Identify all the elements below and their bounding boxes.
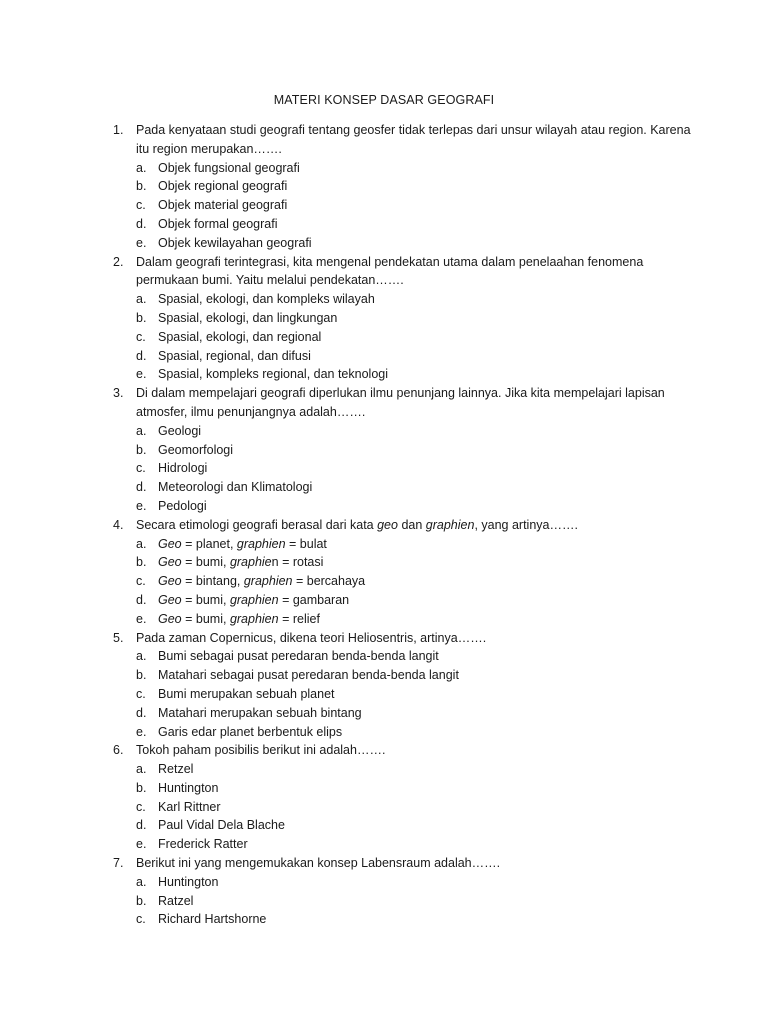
- option-text: Spasial, ekologi, dan regional: [158, 329, 322, 344]
- option-label: d.: [136, 216, 147, 231]
- option-list: [136, 873, 693, 929]
- option-text: Objek regional geografi: [158, 179, 288, 194]
- option-item: [136, 215, 693, 234]
- option-text: = gambaran: [278, 592, 350, 607]
- option-item: [136, 685, 693, 704]
- italic-term: graphien: [229, 611, 279, 626]
- option-item: [136, 910, 693, 929]
- question-1: [113, 121, 693, 253]
- option-item: [136, 328, 693, 347]
- option-text: Geomorfologi: [158, 442, 234, 457]
- option-label: a.: [136, 160, 147, 175]
- option-text: Spasial, kompleks regional, dan teknologi: [158, 367, 388, 382]
- italic-term: graphien: [243, 574, 293, 589]
- option-text: = planet,: [181, 536, 237, 551]
- option-item: [136, 779, 693, 798]
- option-item: [136, 798, 693, 817]
- option-text: Huntington: [158, 780, 219, 795]
- option-label: b.: [136, 442, 147, 457]
- option-label: d.: [136, 348, 147, 363]
- option-text: Geologi: [158, 423, 202, 438]
- italic-term: Geo: [158, 536, 182, 551]
- option-item: [136, 234, 693, 253]
- italic-term: graphie: [229, 555, 272, 570]
- option-label: a.: [136, 874, 147, 889]
- italic-term: Geo: [158, 611, 182, 626]
- option-label: e.: [136, 611, 147, 626]
- option-list: [136, 290, 693, 384]
- question-2: [113, 253, 693, 385]
- option-item: [136, 816, 693, 835]
- option-label: c.: [136, 461, 146, 476]
- option-text: Ratzel: [158, 893, 194, 908]
- option-text: = bercahaya: [292, 574, 366, 589]
- option-label: d.: [136, 480, 147, 495]
- option-label: c.: [136, 912, 146, 927]
- option-item: [136, 441, 693, 460]
- option-text: Spasial, ekologi, dan lingkungan: [158, 310, 338, 325]
- question-text: Berikut ini yang mengemukakan konsep Labensraum adalah…….: [136, 856, 501, 871]
- option-item: [136, 760, 693, 779]
- option-label: c.: [136, 329, 146, 344]
- option-item: [136, 553, 693, 572]
- option-text: Bumi sebagai pusat peredaran benda-benda langit: [158, 649, 439, 664]
- option-text: Richard Hartshorne: [158, 912, 267, 927]
- option-item: [136, 723, 693, 742]
- option-label: d.: [136, 592, 147, 607]
- option-label: c.: [136, 198, 146, 213]
- option-item: [136, 591, 693, 610]
- question-text-part: dan: [397, 517, 426, 532]
- option-list: [136, 647, 693, 741]
- option-text: = bumi,: [181, 611, 230, 626]
- option-label: e.: [136, 724, 147, 739]
- option-text: Matahari merupakan sebuah bintang: [158, 705, 362, 720]
- option-item: [136, 159, 693, 178]
- option-list: [136, 422, 693, 516]
- option-item: [136, 572, 693, 591]
- option-label: a.: [136, 292, 147, 307]
- option-text: Objek fungsional geografi: [158, 160, 300, 175]
- option-label: a.: [136, 762, 147, 777]
- question-text: Dalam geografi terintegrasi, kita mengenal pendekatan utama dalam penelaahan fenomena permukaan bumi. Yaitu melalui pendekatan…….: [136, 254, 644, 288]
- question-text: [136, 516, 693, 535]
- option-item: [136, 647, 693, 666]
- question-text-part: Secara etimologi geografi berasal dari kata: [136, 517, 378, 532]
- question-text: Tokoh paham posibilis berikut ini adalah…….: [136, 743, 386, 758]
- option-item: [136, 422, 693, 441]
- option-list: [136, 760, 693, 854]
- option-list: [136, 159, 693, 253]
- option-label: e.: [136, 367, 147, 382]
- question-list: [113, 121, 693, 929]
- option-text: Retzel: [158, 762, 194, 777]
- question-number: 2.: [113, 254, 124, 269]
- option-list: [136, 535, 693, 629]
- option-label: b.: [136, 668, 147, 683]
- question-3: [113, 384, 693, 516]
- option-label: a.: [136, 649, 147, 664]
- question-number: 4.: [113, 517, 124, 532]
- option-label: e.: [136, 837, 147, 852]
- question-text: Pada zaman Copernicus, dikena teori Heliosentris, artinya…….: [136, 630, 487, 645]
- italic-term: graphien: [229, 592, 279, 607]
- option-text: Matahari sebagai pusat peredaran benda-benda langit: [158, 668, 459, 683]
- option-text: = rotasi: [278, 555, 324, 570]
- option-item: [136, 835, 693, 854]
- question-5: [113, 629, 693, 742]
- option-text: = bumi,: [181, 555, 230, 570]
- option-label: b.: [136, 179, 147, 194]
- italic-term: geo: [377, 517, 398, 532]
- option-item: [136, 290, 693, 309]
- option-label: b.: [136, 893, 147, 908]
- option-label: e.: [136, 235, 147, 250]
- option-item: [136, 610, 693, 629]
- option-item: [136, 704, 693, 723]
- question-number: 7.: [113, 856, 124, 871]
- italic-term: Geo: [158, 592, 182, 607]
- question-text: Pada kenyataan studi geografi tentang geosfer tidak terlepas dari unsur wilayah atau region. Karena itu region merupakan…….: [136, 123, 691, 156]
- page-title: MATERI KONSEP DASAR GEOGRAFI: [273, 93, 495, 107]
- option-item: [136, 177, 693, 196]
- italic-term: graphien: [425, 517, 475, 532]
- option-label: a.: [136, 423, 147, 438]
- option-text: Meteorologi dan Klimatologi: [158, 480, 313, 495]
- option-text: Objek material geografi: [158, 198, 288, 213]
- option-label: c.: [136, 686, 146, 701]
- option-label: d.: [136, 705, 147, 720]
- option-item: [136, 892, 693, 911]
- option-label: c.: [136, 574, 146, 589]
- question-number: 1.: [113, 123, 124, 137]
- option-label: d.: [136, 818, 147, 833]
- question-number: 3.: [113, 386, 124, 401]
- option-text: Hidrologi: [158, 461, 208, 476]
- option-item: [136, 309, 693, 328]
- option-item: [136, 459, 693, 478]
- option-text: Spasial, ekologi, dan kompleks wilayah: [158, 292, 375, 307]
- option-text: = bintang,: [181, 574, 244, 589]
- option-item: [136, 535, 693, 554]
- question-number: 5.: [113, 630, 124, 645]
- option-item: [136, 497, 693, 516]
- option-item: [136, 196, 693, 215]
- option-text: = relief: [278, 611, 320, 626]
- option-text: Paul Vidal Dela Blache: [158, 818, 285, 833]
- option-text: Pedologi: [158, 498, 207, 513]
- option-label: b.: [136, 780, 147, 795]
- option-label: b.: [136, 310, 147, 325]
- option-text: Spasial, regional, dan difusi: [158, 348, 311, 363]
- option-item: [136, 347, 693, 366]
- option-item: [136, 365, 693, 384]
- option-text: Huntington: [158, 874, 219, 889]
- option-text: Garis edar planet berbentuk elips: [158, 724, 343, 739]
- option-text: Karl Rittner: [158, 799, 221, 814]
- option-item: [136, 873, 693, 892]
- italic-term: Geo: [158, 574, 182, 589]
- question-6: [113, 741, 693, 854]
- option-text: n: [271, 555, 279, 570]
- option-item: [136, 478, 693, 497]
- option-text: Frederick Ratter: [158, 837, 248, 852]
- question-text: Di dalam mempelajari geografi diperlukan ilmu penunjang lainnya. Jika kita mempelajari lapisan atmosfer, ilmu penunjangnya adalah…….: [136, 386, 665, 419]
- option-item: [136, 666, 693, 685]
- option-text: Objek kewilayahan geografi: [158, 235, 312, 250]
- italic-term: Geo: [158, 555, 182, 570]
- question-number: 6.: [113, 743, 124, 758]
- option-label: b.: [136, 555, 147, 570]
- option-label: a.: [136, 536, 147, 551]
- italic-term: graphien: [236, 536, 286, 551]
- option-text: Objek formal geografi: [158, 216, 278, 231]
- option-text: Bumi merupakan sebuah planet: [158, 686, 335, 701]
- question-4: [113, 516, 693, 629]
- question-text-part: , yang artinya…….: [474, 517, 578, 532]
- option-text: = bumi,: [181, 592, 230, 607]
- option-text: = bulat: [285, 536, 327, 551]
- option-label: c.: [136, 799, 146, 814]
- question-7: [113, 854, 693, 929]
- option-label: e.: [136, 498, 147, 513]
